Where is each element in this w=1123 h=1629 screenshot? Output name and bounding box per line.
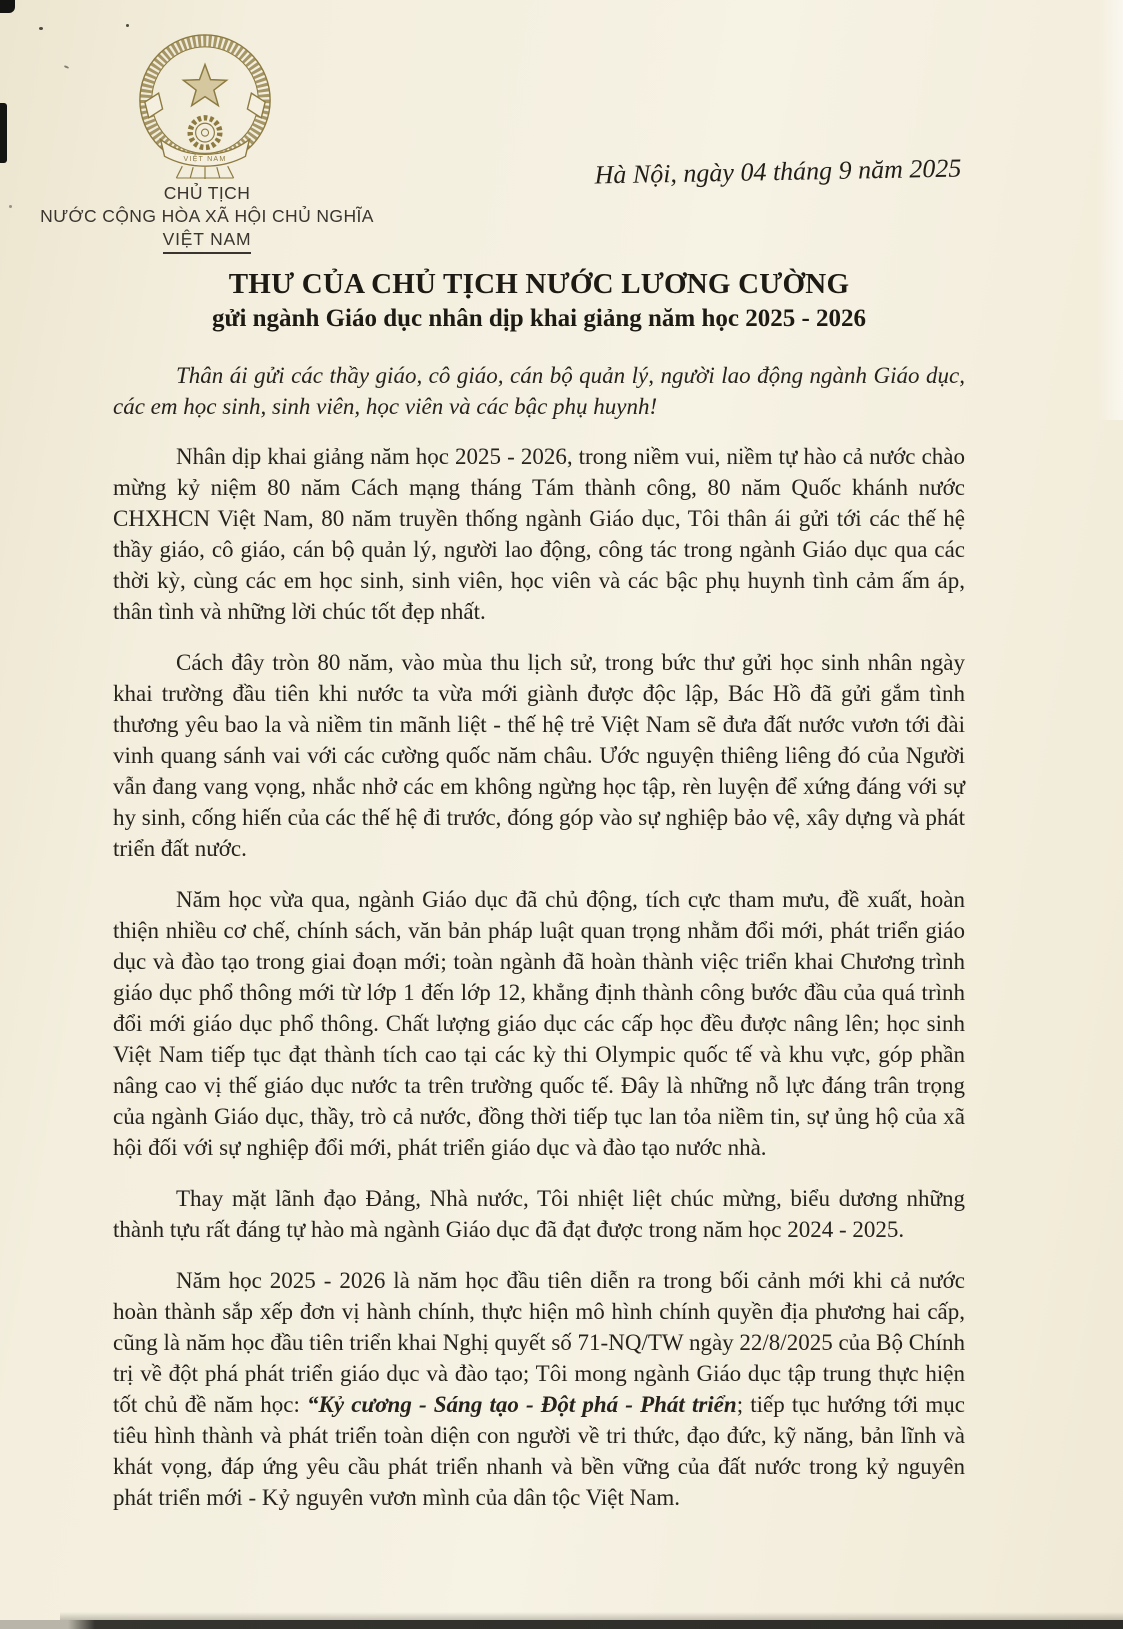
scan-speck [39, 27, 43, 30]
scan-corner-mark [0, 0, 15, 13]
paragraph-3: Năm học vừa qua, ngành Giáo dục đã chủ động, tích cực tham mưu, đề xuất, hoàn thiện nhiều cơ chế, chính sách, văn bản pháp luật quan trọng nhằm đổi mới, phát triển giáo dục và đào tạo trong giai đoạn mới; toàn ngành đã hoàn thành việc triển khai Chương trình giáo dục phổ thông mới từ lớp 1 đến lớp 12, khẳng định thành công bước đầu của quá trình đổi mới giáo dục phổ thông. Chất lượng giáo dục các cấp học đều được nâng lên; học sinh Việt Nam tiếp tục đạt thành tích cao tại các kỳ thi Olympic quốc tế và khu vực, góp phần nâng cao vị thế giáo dục nước ta trên trường quốc tế. Đây là những nỗ lực đáng trân trọng của ngành Giáo dục, thầy, trò cả nước, đồng thời tiếp tục lan tỏa niềm tin, sự ủng hộ của xã hội đối với sự nghiệp đổi mới, phát triển giáo dục và đào tạo nước nhà. [113, 887, 965, 1160]
issuer-country-line: NƯỚC CỘNG HÒA XÃ HỘI CHỦ NGHĨA [40, 206, 374, 227]
emblem-ribbon-label: VIỆT NAM [183, 155, 227, 164]
closing-text-after: ; tiếp tục hướng tới mục tiêu hình thành và phát triển toàn diện con người về tri thức, đạo đức, kỹ năng, bản lĩnh và khát vọng, đáp ứng yêu cầu phát triển nhanh và bền vững của đất nước trong kỷ nguyên phát triển mới - Kỷ nguyên vươn mình của dân tộc Việt Nam. [113, 1392, 965, 1510]
scan-edge-mark [0, 103, 7, 163]
issuer-country-name: VIỆT NAM [163, 228, 252, 254]
letter-content [113, 266, 965, 1533]
paragraph-2: Cách đây tròn 80 năm, vào mùa thu lịch sử, trong bức thư gửi học sinh nhân ngày khai trường đầu tiên khi nước ta vừa mới giành được độc lập, Bác Hồ đã gửi gắm tình thương yêu bao la và niềm tin mãnh liệt - thế hệ trẻ Việt Nam sẽ đưa đất nước vươn tới đài vinh quang sánh vai với các cường quốc năm châu. Ước nguyện thiêng liêng đó của Người vẫn đang vang vọng, nhắc nhở các em không ngừng học tập, rèn luyện để xứng đáng với sự hy sinh, cống hiến của các thế hệ đi trước, đóng góp vào sự nghiệp bảo vệ, xây dựng và phát triển đất nước. [113, 650, 965, 861]
paragraph-1: Nhân dịp khai giảng năm học 2025 - 2026, trong niềm vui, niềm tự hào cả nước chào mừng kỷ niệm 80 năm Cách mạng tháng Tám thành công, 80 năm Quốc khánh nước CHXHCN Việt Nam, 80 năm truyền thống ngành Giáo dục, Tôi thân ái gửi tới các thế hệ thầy giáo, cô giáo, cán bộ quản lý, người lao động, công tác trong ngành Giáo dục qua các thời kỳ, cùng các em học sinh, sinh viên, học viên và các bậc phụ huynh tình cảm ấm áp, thân tình và những lời chúc tốt đẹp nhất. [113, 444, 965, 624]
scan-bottom-bar [0, 1620, 1123, 1629]
dateline: Hà Nội, ngày 04 tháng 9 năm 2025 [594, 153, 962, 190]
salutation: Thân ái gửi các thầy giáo, cô giáo, cán bộ quản lý, người lao động ngành Giáo dục, các em học sinh, sinh viên, học viên và các bậc phụ huynh! [113, 363, 965, 419]
letter-title: THƯ CỦA CHỦ TỊCH NƯỚC LƯƠNG CƯỜNG [228, 268, 850, 300]
closing-text-before: Năm học 2025 - 2026 là năm học đầu tiên diễn ra trong bối cảnh mới khi cả nước hoàn thành sắp xếp đơn vị hành chính, thực hiện mô hình chính quyền địa phương hai cấp, cũng là năm học đầu tiên triển khai Nghị quyết số 71-NQ/TW ngày 22/8/2025 của Bộ Chính trị về đột phá phát triển giáo dục và đào tạo; Tôi mong ngành Giáo dục tập trung thực hiện tốt chủ đề năm học: [113, 1268, 965, 1417]
vietnam-national-emblem-icon [131, 30, 279, 180]
issuer-block [12, 182, 402, 254]
paragraph-5 [113, 1265, 965, 1513]
scan-speck [64, 65, 69, 69]
scan-right-edge-glare [1097, 0, 1123, 420]
paragraph-4: Thay mặt lãnh đạo Đảng, Nhà nước, Tôi nhiệt liệt chúc mừng, biểu dương những thành tựu rất đáng tự hào mà ngành Giáo dục đã đạt được trong năm học 2024 - 2025. [113, 1186, 965, 1242]
issuer-title: CHỦ TỊCH [163, 183, 251, 203]
school-year-theme: “Kỷ cương - Sáng tạo - Đột phá - Phát triển [307, 1392, 737, 1417]
letter-subtitle: gửi ngành Giáo dục nhân dịp khai giảng năm học 2025 - 2026 [211, 305, 867, 332]
scan-speck [126, 24, 129, 27]
